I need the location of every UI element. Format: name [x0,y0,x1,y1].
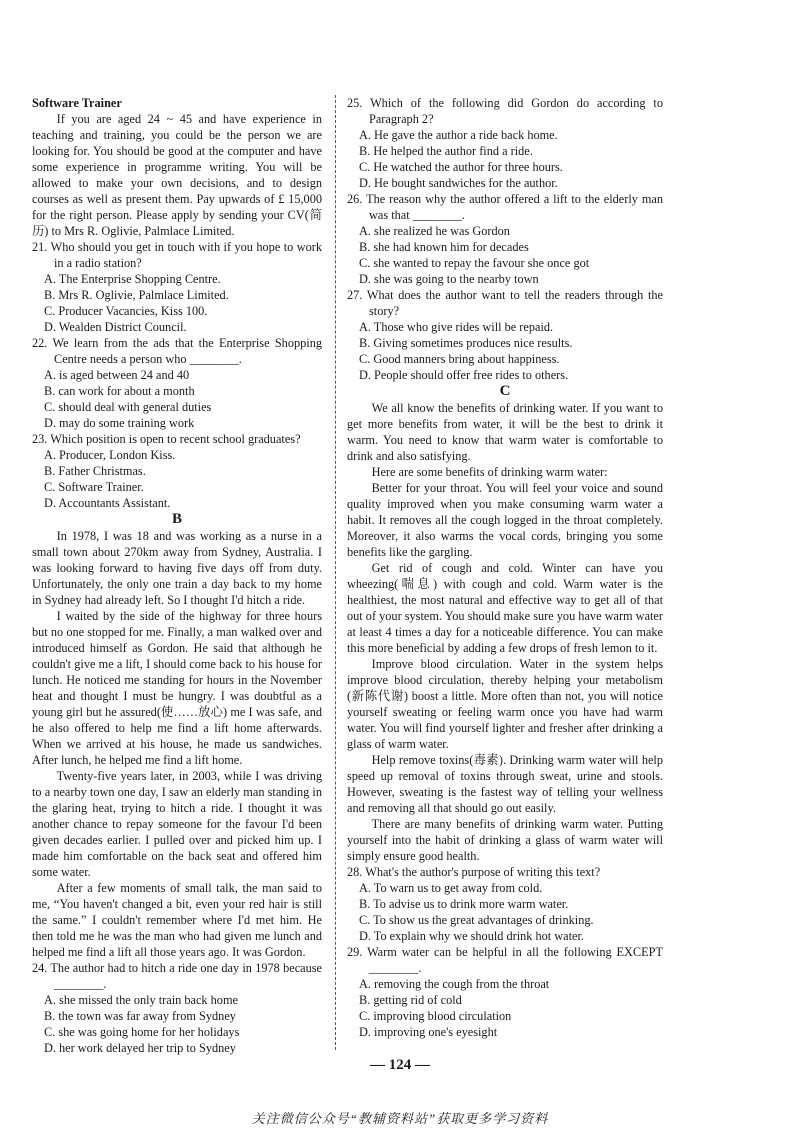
option-b: B. the town was far away from Sydney [44,1009,236,1023]
option-a: A. removing the cough from the throat [359,977,550,991]
option-a: A. The Enterprise Shopping Centre. [44,272,221,286]
option-d: D. He bought sandwiches for the author. [359,176,558,190]
section-b-paragraph: I waited by the side of the highway for three hours but no one stopped for me. Finally, a man walked over and introduced himself as Gordon. He said that although he couldn't give me a lift, I should come back to his house for lunch. He noticed me standing for hours in the November heat and thought I must be hungry. I was doubtful as a young girl but he assured(使……放心) me I was safe, and he also offered to help me find a lift home afterwards. When we arrived at his house, he made us sandwiches. After lunch, he helped me find a lift home. [32,609,322,767]
option-a: A. she missed the only train back home [44,993,238,1007]
question-stem: 23. Which position is open to recent school graduates? [32,432,301,446]
section-b-heading: B [171,511,182,527]
option-c: C. He watched the author for three hours. [359,160,563,174]
question-stem: 29. Warm water can be helpful in all the following EXCEPT ________. [347,945,663,975]
question-stem: 28. What's the author's purpose of writing this text? [347,865,601,879]
option-d: D. her work delayed her trip to Sydney [44,1041,236,1055]
section-c-paragraph: There are many benefits of drinking warm water. Putting yourself into the habit of drinking a glass of warm water will simply ensure good health. [347,817,663,863]
option-b: B. He helped the author find a ride. [359,144,533,158]
footer-note: 关注微信公众号“教辅资料站”获取更多学习资料 [251,1111,549,1126]
section-b-paragraph: After a few moments of small talk, the man said to me, “You haven't changed a bit, even your red hair is still the same.” I couldn't remember where I'd met him. He then told me he was the man who had given me lunch and helped me find a lift all those years ago. It was Gordon. [32,881,322,959]
option-a: A. is aged between 24 and 40 [44,368,190,382]
option-c: C. To show us the great advantages of drinking. [359,913,594,927]
question-24 [32,960,322,1056]
column-divider [335,95,336,1050]
question-stem: 26. The reason why the author offered a lift to the elderly man was that ________. [347,192,663,222]
question-23 [32,431,322,511]
question-stem: 22. We learn from the ads that the Enterprise Shopping Centre needs a person who ________. [32,336,322,366]
option-d: D. may do some training work [44,416,195,430]
question-21 [32,239,322,335]
question-stem: 25. Which of the following did Gordon do according to Paragraph 2? [347,96,663,126]
section-a-body: If you are aged 24 ~ 45 and have experience in teaching and training, you could be the person we are looking for. You should be good at the computer and have some experience in programme writing. You will be allowed to make your own decisions, and to design courses as well as present them. Pay upwards of £ 15,000 for the right person. Please apply by sending your CV(简历) to Mrs R. Oglivie, Palmlace Limited. [32,112,322,238]
option-b: B. Father Christmas. [44,464,146,478]
section-c-paragraph: Improve blood circulation. Water in the system helps improve blood circulation, thereby helping your metabolism (新陈代谢) boost a little. More often than not, you will notice yourself sweating or feeling warm once you have had warm water. You will find yourself lighter and fresher after drinking a glass of warm water. [347,657,663,751]
section-b-paragraph: In 1978, I was 18 and was working as a nurse in a small town about 270km away from Sydney, Australia. I was looking forward to having five days off from duty. Unfortunately, the only one train a day back to my home in Sydney had already left. So I thought I'd hitch a ride. [32,529,322,607]
section-c-paragraph: We all know the benefits of drinking water. If you want to get more benefits from water, it will be the best to drink it warm. You need to know that warm water is comfortable to drink and also satisfying. [347,401,663,463]
right-column [347,95,663,1040]
section-c-paragraph: Here are some benefits of drinking warm water: [371,465,608,479]
option-c: C. should deal with general duties [44,400,212,414]
page-number: — 124 — [370,1057,430,1073]
option-d: D. she was going to the nearby town [359,272,539,286]
option-c: C. she was going home for her holidays [44,1025,240,1039]
left-column [32,95,322,1056]
option-c: C. Software Trainer. [44,480,144,494]
section-c-paragraph: Get rid of cough and cold. Winter can have you wheezing(喘息) with cough and cold. Warm water is the healthiest, the most natural and effective way to get all of that out of your system. You should make sure you have warm water at least 4 times a day for a noticeable difference. You can make this more beneficial by adding a few drops of fresh lemon to it. [347,561,663,655]
option-c: C. she wanted to repay the favour she once got [359,256,590,270]
question-29 [347,944,663,1040]
option-a: A. Producer, London Kiss. [44,448,176,462]
option-a: A. she realized he was Gordon [359,224,510,238]
question-stem: 24. The author had to hitch a ride one day in 1978 because ________. [32,961,322,991]
option-b: B. Giving sometimes produces nice results. [359,336,573,350]
option-d: D. Wealden District Council. [44,320,187,334]
option-b: B. getting rid of cold [359,993,462,1007]
question-22 [32,335,322,431]
question-27 [347,287,663,383]
option-a: A. He gave the author a ride back home. [359,128,558,142]
option-b: B. she had known him for decades [359,240,529,254]
option-d: D. To explain why we should drink hot water. [359,929,585,943]
question-25 [347,95,663,191]
option-a: A. To warn us to get away from cold. [359,881,543,895]
option-b: B. can work for about a month [44,384,195,398]
option-d: D. Accountants Assistant. [44,496,171,510]
option-b: B. Mrs R. Oglivie, Palmlace Limited. [44,288,229,302]
question-26 [347,191,663,287]
option-c: C. Producer Vacancies, Kiss 100. [44,304,208,318]
option-b: B. To advise us to drink more warm water. [359,897,569,911]
option-d: D. People should offer free rides to others. [359,368,569,382]
question-stem: 21. Who should you get in touch with if you hope to work in a radio station? [32,240,322,270]
option-c: C. Good manners bring about happiness. [359,352,560,366]
section-c-heading: C [499,383,511,399]
section-c-paragraph: Better for your throat. You will feel your voice and sound quality improved when you make consuming warm water a habit. It removes all the cough logged in the throat completely. Moreover, it also warms the vocal cords, bringing you some benefits like the gargling. [347,481,663,559]
question-stem: 27. What does the author want to tell the readers through the story? [347,288,663,318]
option-d: D. improving one's eyesight [359,1025,498,1039]
option-a: A. Those who give rides will be repaid. [359,320,554,334]
option-c: C. improving blood circulation [359,1009,512,1023]
section-b-paragraph: Twenty-five years later, in 2003, while I was driving to a nearby town one day, I saw an elderly man standing in the glaring heat, trying to hitch a ride. I thought it was another chance to repay someone for the favour I'd been given decades earlier. I pulled over and picked him up. I made him comfortable on the back seat and offered him some water. [32,769,322,879]
section-c-paragraph: Help remove toxins(毒素). Drinking warm water will help speed up removal of toxins through sweat, urine and stools. However, sweating is the fastest way of telling your wellness and removing all that should go out easily. [347,753,663,815]
question-28 [347,864,663,944]
section-a-title: Software Trainer [32,96,122,110]
